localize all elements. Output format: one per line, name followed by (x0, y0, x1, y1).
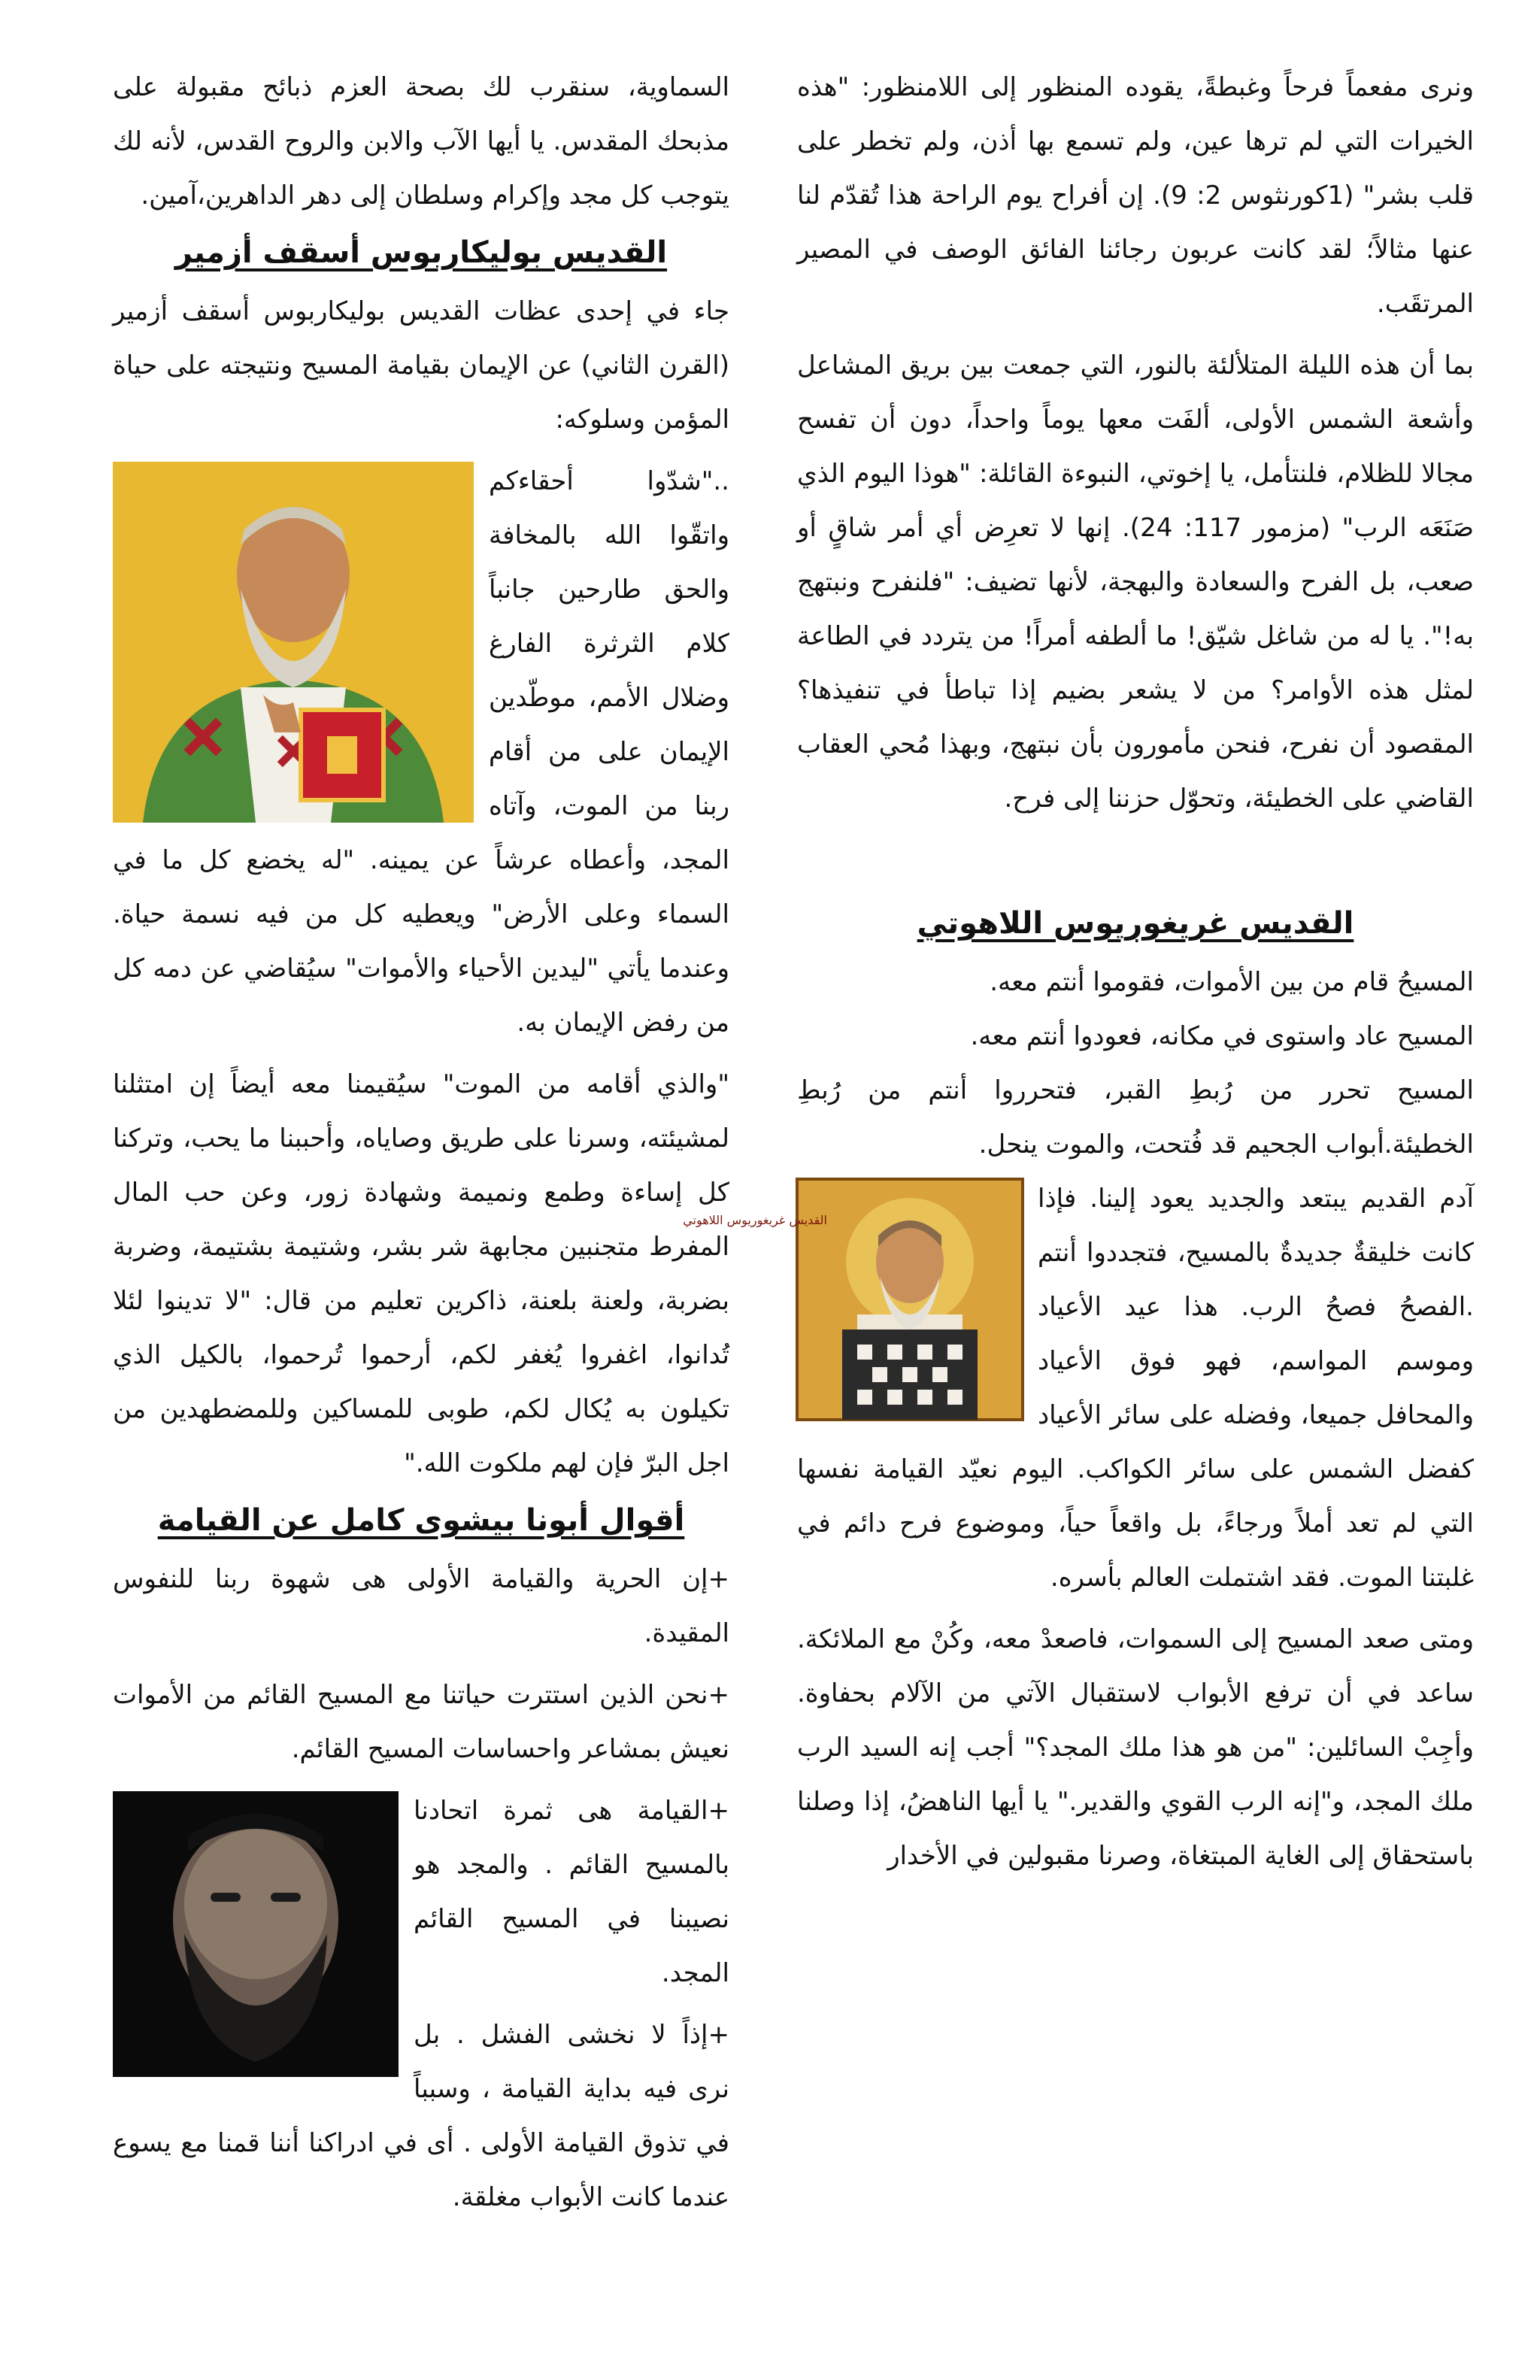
section-heading-gregory: القديس غريغوريوس اللاهوتي (917, 906, 1354, 941)
icon-caption: القديس غريغوريوس اللاهوتي (683, 1213, 827, 1227)
article-paragraph: آدم القديم يبتعد والجديد يعود إلينا. فإذا كانت خليقةٌ جديدةٌ بالمسيح، فتجددوا أنتم .الفصحُ فصحُ الرب. هذا عيد الأعياد وموسم المواسم، فهو فوق الأعياد والمحافل جميعا، وفضله على سائر الأعياد كفضل الشمس على سائر الكواكب. اليوم نعيّد القيامة نفسها التي لم تعد أملاً ورجاءً، بل واقعاً حياً، وموضوع فرح دائم في غلبتنا الموت. فقد اشتملت العالم بأسره. (797, 1184, 1474, 1593)
section-heading-bishoy: أقوال أبونا بيشوى كامل عن القيامة (157, 1503, 685, 1538)
quote-item: +إن الحرية والقيامة الأولى هى شهوة ربنا للنفوس المقيدة. (113, 1564, 729, 1648)
right-column (683, 60, 1475, 2354)
quote-item: +القيامة هى ثمرة اتحادنا بالمسيح القائم . والمجد هو نصيبنا في المسيح القائم المجد. (414, 1796, 729, 1988)
saint-gregory-icon (683, 1179, 1023, 1420)
article-paragraph: السماوية، سنقرب لك بصحة العزم ذبائح مقبولة على مذبحك المقدس. يا أيها الآب والابن والروح القدس، لأنه لك يتوجب كل مجد وإكرام وسلطان إلى دهر الداهرين،آمين. (113, 72, 729, 211)
article-paragraph: ونرى مفعماً فرحاً وغبطةً، يقوده المنظور إلى اللامنظور: "هذه الخيرات التي لم ترها عين، ولم تسمع بها أذن، ولم تخطر على قلب بشر" (1كورنثوس 2: 9). إن أفراح يوم الراحة هذا تُقدّم لنا عنها مثالاً؛ لقد كانت عربون رجائنا الفائق الوصف في المصير المرتقَب. (797, 72, 1475, 319)
article-paragraph: .."شدّوا أحقاءكم واتقّوا الله بالمخافة والحق طارحين جانباً كلام الثرثرة الفارغ وضلال الأمم، موطّدين الإيمان على من أقام ربنا من الموت، وآتاه المجد، وأعطاه عرشاً عن يمينه. "له يخضع كل ما في السماء وعلى الأرض" ويعطيه كل من فيه نسمة حياة. وعندما يأتي "ليدين الأحياء والأموات" سيُقاضي عن دمه كل من رفض الإيمان به. (113, 466, 729, 1038)
article-paragraph: بما أن هذه الليلة المتلألئة بالنور، التي جمعت بين بريق المشاعل وأشعة الشمس الأولى، ألفَت معها يوماً واحداً، دون أن تفسح مجالا للظلام، فلنتأمل، يا إخوتي، النبوءة القائلة: "هوذا اليوم الذي صَنَعَه الرب" (مزمور 117: 24). إنها لا تعرِض أي أمر شاقٍ أو صعب، بل الفرح والسعادة والبهجة، لأنها تضيف: "فلنفرح ونبتهج به!". يا له من شاغل شيّق! ما ألطفه أمراً! من يتردد في الطاعة لمثل هذه الأوامر؟ من لا يشعر بضيم إذا تباطأ في تنفيذها؟ المقصود أن نفرح، فنحن مأمورون بأن نبتهج، وبهذا مُحي العقاب القاضي على الخطيئة، وتحوّل حزننا إلى فرح. (797, 350, 1475, 814)
article-paragraph: ومتى صعد المسيح إلى السموات، فاصعدْ معه، وكُنْ مع الملائكة. ساعد في أن ترفع الأبواب لاستقبال الآتي من الآلام بحفاوة. وأجِبْ السائلين: "من هو هذا ملك المجد؟" أجب إنه السيد الرب ملك المجد، و"إنه الرب القوي والقدير." يا أيها الناهضُ، إذا وصلنا باستحقاق إلى الغاية المبتغاة، وصرنا مقبولين في الأخدار (797, 1624, 1474, 1871)
left-column (113, 60, 729, 2354)
article-paragraph: المسيح تحرر من رُبطِ القبر، فتحرروا أنتم من رُبطِ الخطيئة.أبواب الجحيم قد فُتحت، والموت ينحل. (797, 1075, 1474, 1160)
article-paragraph: جاء في إحدى عظات القديس بوليكاربوس أسقف أزمير (القرن الثاني) عن الإيمان بقيامة المسيح ونتيجته على حياة المؤمن وسلوكه: (113, 296, 729, 435)
article-paragraph: "والذي أقامه من الموت" سيُقيمنا معه أيضاً إن امتثلنا لمشيئته، وسرنا على طريق وصاياه، وأحببنا ما يحب، وتركنا كل إساءة وطمع ونميمة وشهادة زور، وعن حب المال المفرط متجنبين مجابهة شر بشر، وشتيمة بشتيمة، وضربة بضربة، ولعنة بلعنة، ذاكرين تعليم من قال: "لا تدينوا لئلا تُدانوا، اغفروا يُغفر لكم، أرحموا تُرحموا، بالكيل الذي تكيلون به يُكال لكم، طوبى للمساكين وللمضطهدين من اجل البرّ فإن لهم ملكوت الله." (113, 1069, 729, 1478)
abouna-bishoy-photo (113, 1791, 399, 2077)
article-paragraph: المسيحُ قام من بين الأموات، فقوموا أنتم معه. (990, 967, 1474, 997)
quote-item: +إذاً لا نخشى الفشل . بل نرى فيه بداية القيامة ، وسبباً في تذوق القيامة الأولى . أى في ادراكنا أننا قمنا مع يسوع عندما كانت الأبواب مغلقة. (113, 2020, 729, 2212)
spacer (797, 833, 1474, 893)
section-heading-polycarp: القديس بوليكاربوس أسقف أزمير (174, 235, 668, 270)
article-paragraph: المسيح عاد واستوى في مكانه، فعودوا أنتم معه. (970, 1021, 1474, 1051)
quote-item: +نحن الذين استترت حياتنا مع المسيح القائم من الأموات نعيش بمشاعر واحساسات المسيح القائم. (113, 1680, 729, 1764)
saint-polycarp-icon (113, 462, 474, 823)
